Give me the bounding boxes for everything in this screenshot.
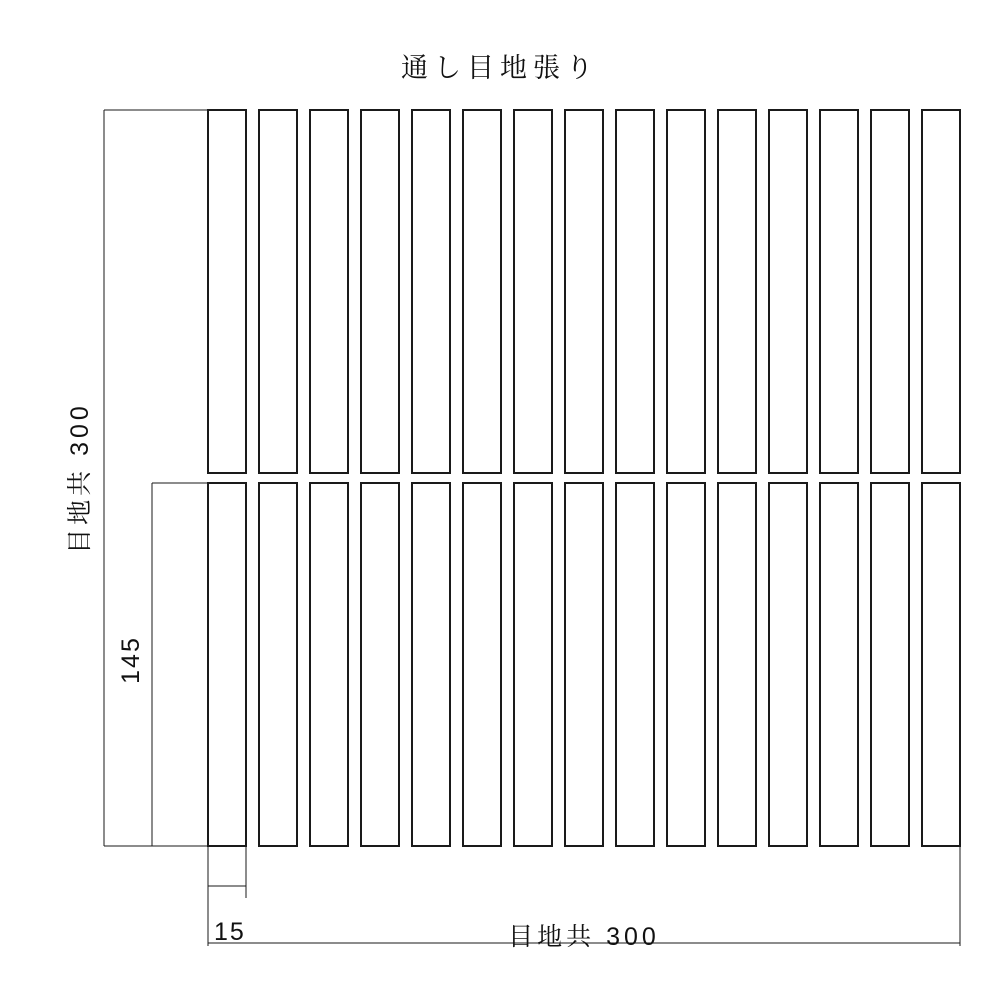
dimension-label-vertical-overall: 目地共 300 [66, 402, 94, 554]
page-title: 通し目地張り [401, 53, 599, 83]
dimension-label-tile-height: 145 [117, 636, 145, 684]
tile-row-top [208, 110, 960, 473]
dimension-label-horizontal-overall: 目地共 300 [508, 923, 660, 951]
tile-row-bottom [208, 483, 960, 846]
dimension-label-tile-width: 15 [214, 918, 246, 946]
